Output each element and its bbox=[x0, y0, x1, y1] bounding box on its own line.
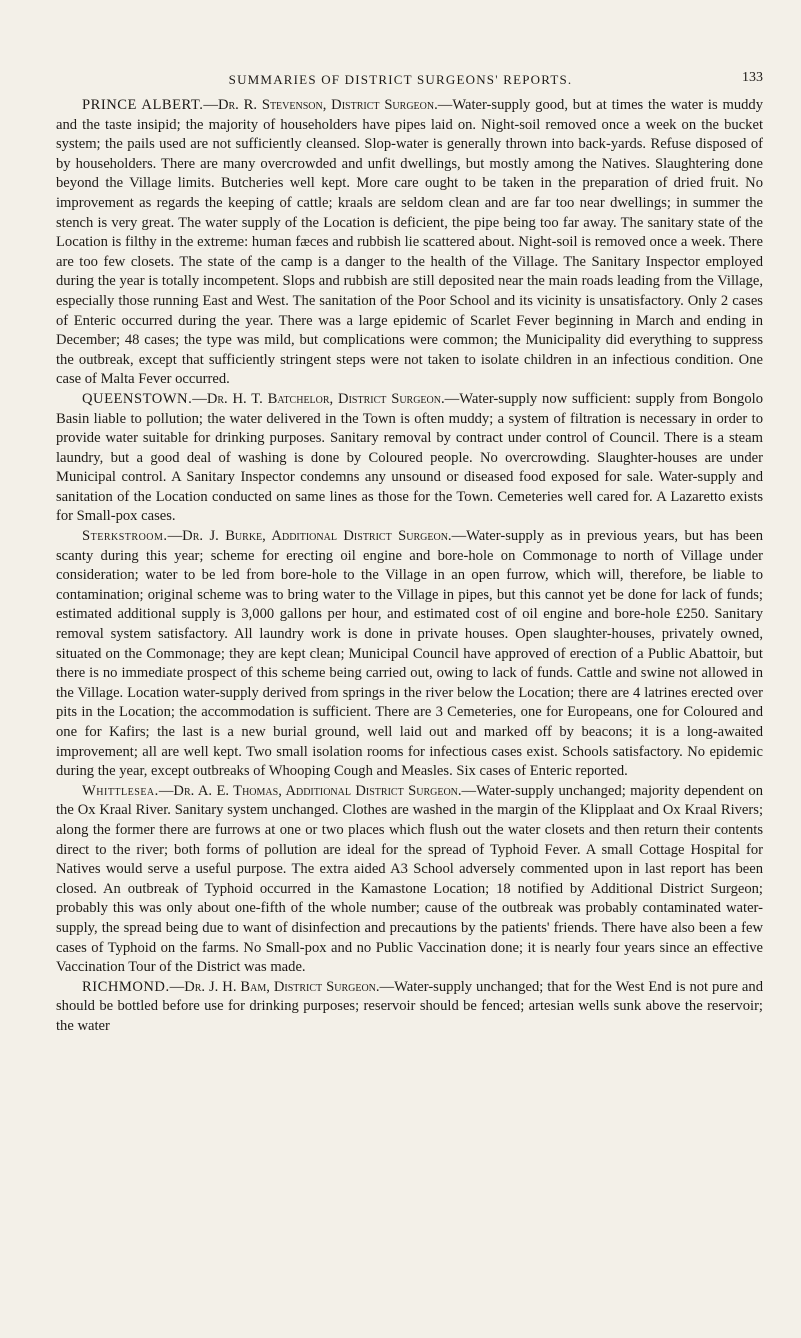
section-surgeon: Dr. H. T. Batchelor, District Surgeon. bbox=[206, 390, 445, 407]
report-body bbox=[56, 96, 763, 1037]
report-section-whittlesea: Whittlesea.—Dr. A. E. Thomas, Additional District Surgeon.—Water-supply unchanged; majority dependent on the Ox Kraal River. Sanitary system unchanged. Clothes are washed in the margin of the Klipplaat and Ox Kraal Rivers; along the former there are furrows at one or two places which flush out the water closets and then return their contents direct to the river; both forms of pollution are ideal for the spread of Typhoid Fever. A small Cottage Hospital for Natives would serve a useful purpose. The extra aided A3 School adversely commented upon in last report has been closed. An outbreak of Typhoid occurred in the Kamastone Location; 18 notified by Additional District Surgeon; probably this was only about one-fifth of the whole number; cause of the outbreak was probably contaminated water-supply, the spread being due to want of disinfection and precautions by the patients' friends. There have also been a few cases of Typhoid on the farms. No Small-pox and no Public Vaccination done; it is nearly four years since an effective Vaccination Tour of the District was made. bbox=[56, 782, 763, 976]
section-surgeon: Dr. R. Stevenson, District Surgeon. bbox=[217, 97, 438, 113]
section-place: Sterkstroom. bbox=[82, 528, 168, 545]
report-section-sterkstroom: Sterkstroom.—Dr. J. Burke, Additional District Surgeon.—Water-supply as in previous years, but has been scanty during this year; scheme for erecting oil engine and bore-hole on Commonage to north of Village under consideration; water to be led from bore-hole to the Village in an open furrow, which will, therefore, be liable to contamination; original scheme was to bring water to the Village in pipes, but this cannot yet be done for lack of funds; estimated additional supply is 3,000 gallons per hour, and estimated cost of oil engine and bore-hole £250. Sanitary removal system satisfactory. All laundry work is done in private houses. Open slaughter-houses, privately owned, situated on the Commonage; they are kept clean; Municipal Council have approved of erection of a Public Abattoir, but there is no immediate prospect of this scheme being carried out, owing to lack of funds. Cattle and swine not allowed in the Village. Location water-supply derived from springs in the river below the Location; there are 4 latrines erected over pits in the Location; the accommodation is sufficient. There are 3 Cemeteries, one for Europeans, one for Coloured and one for Kafirs; the last is a new burial ground, well laid out and marked off by beacons; it is a long-awaited improvement; all are well kept. Two small isolation rooms for infectious cases exist. Schools satisfactory. No epidemic during the year, except outbreaks of Whooping Cough and Measles. Six cases of Enteric reported. bbox=[56, 528, 764, 780]
section-place: RICHMOND. bbox=[82, 978, 170, 995]
report-section-prince-albert: PRINCE ALBERT.—Dr. R. Stevenson, District Surgeon.—Water-supply good, but at times the water is muddy and the taste insipid; the majority of householders have pipes laid on. Night-soil removed once a week on the bucket system; the pails used are not sufficiently cleansed. Slop-water is generally thrown into back-yards. Refuse disposed of by householders. There are many overcrowded and unfit dwellings, but mostly among the Natives. Slaughtering done beyond the Village limits. Butcheries well kept. More care ought to be taken in the preparation of dried fruit. No improvement as regards the keeping of cattle; kraals are seldom clean and are far too near dwellings; in summer the stench is very great. The water supply of the Location is deficient, the pipe being too far away. The sanitary state of the Location is filthy in the extreme: human fæces and rubbish lie scattered about. Night-soil is removed once a week. There are too few closets. The state of the camp is a danger to the health of the Village. The Sanitary Inspector employed during the year is totally incompetent. Slops and rubbish are still deposited near the main roads leading from the Village, especially those running East and West. The sanitation of the Poor School and its vicinity is unsatisfactory. Only 2 cases of Enteric occurred during the year. There was a large epidemic of Scarlet Fever beginning in March and ending in December; 48 cases; the type was mild, but complications were common; the Municipality did everything to suppress the outbreak, except that sufficiently stringent steps were not taken to isolate children in an infectious condition. One case of Malta Fever occurred. bbox=[56, 97, 764, 388]
section-place: QUEENSTOWN. bbox=[82, 390, 193, 407]
page-number: 133 bbox=[742, 70, 763, 85]
section-surgeon: Dr. J. H. Bam, District Surgeon. bbox=[184, 978, 380, 995]
section-place: Whittlesea. bbox=[82, 782, 159, 799]
running-title: SUMMARIES OF DISTRICT SURGEONS' REPORTS. bbox=[228, 72, 573, 87]
section-text: Water-supply unchanged; majority dependent on the Ox Kraal River. Sanitary system unchanged. Clothes are washed in the margin of the Klipplaat and Ox Kraal Rivers; along the former there are furrows at one or two places which flush out the water closets and then return their contents direct to the river; both forms of pollution are ideal for the spread of Typhoid Fever. A small Cottage Hospital for Natives would serve a useful purpose. The extra aided A3 School adversely commented upon in last report has been closed. An outbreak of Typhoid occurred in the Kamastone Location; 18 notified by Additional District Surgeon; probably this was only about one-fifth of the whole number; cause of the outbreak was probably contaminated water-supply, the spread being due to want of disinfection and precautions by the patients' friends. There have also been a few cases of Typhoid on the farms. No Small-pox and no Public Vaccination done; it is nearly four years since an effective Vaccination Tour of the District was made. bbox=[56, 782, 763, 976]
report-section-queenstown: QUEENSTOWN.—Dr. H. T. Batchelor, District Surgeon.—Water-supply now sufficient: supply from Bongolo Basin liable to pollution; the water delivered in the Town is often muddy; a system of filtration is necessary in order to provide water suitable for drinking purposes. Sanitary removal by contract under control of Council. There is a steam laundry, but a good deal of washing is done by Coloured people. No overcrowding. Slaughter-houses are under Municipal control. A Sanitary Inspector condemns any unsound or diseased food exposed for sale. Water-supply and sanitation of the Location conducted on same lines as those for the Town. Cemeteries well cared for. A Lazaretto exists for Small-pox cases. bbox=[56, 390, 763, 525]
section-surgeon: Dr. A. E. Thomas, Additional District Surgeon. bbox=[173, 782, 462, 799]
section-text: Water-supply now sufficient: supply from Bongolo Basin liable to pollution; the water delivered in the Town is often muddy; a system of filtration is necessary in order to provide water suitable for drinking purposes. Sanitary removal by contract under control of Council. There is a steam laundry, but a good deal of washing is done by Coloured people. No overcrowding. Slaughter-houses are under Municipal control. A Sanitary Inspector condemns any unsound or diseased food exposed for sale. Water-supply and sanitation of the Location conducted on same lines as those for the Town. Cemeteries well cared for. A Lazaretto exists for Small-pox cases. bbox=[56, 390, 763, 525]
section-surgeon: Dr. J. Burke, Additional District Surgeon. bbox=[182, 528, 452, 545]
report-section-richmond: RICHMOND.—Dr. J. H. Bam, District Surgeon.—Water-supply unchanged; that for the West End is not pure and should be bottled before use for drinking purposes; reservoir should be fenced; artesian wells sunk above the reservoir; the water bbox=[56, 978, 763, 1034]
section-text: Water-supply good, but at times the water is muddy and the taste insipid; the majority of householders have pipes laid on. Night-soil removed once a week on the bucket system; the pails used are not sufficiently cleansed. Slop-water is generally thrown into back-yards. Refuse disposed of by householders. There are many overcrowded and unfit dwellings, but mostly among the Natives. Slaughtering done beyond the Village limits. Butcheries well kept. More care ought to be taken in the preparation of dried fruit. No improvement as regards the keeping of cattle; kraals are seldom clean and are far too near dwellings; in summer the stench is very great. The water supply of the Location is deficient, the pipe being too far away. The sanitary state of the Location is filthy in the extreme: human fæces and rubbish lie scattered about. Night-soil is removed once a week. There are too few closets. The state of the camp is a danger to the health of the Village. The Sanitary Inspector employed during the year is totally incompetent. Slops and rubbish are still deposited near the main roads leading from the Village, especially those running East and West. The sanitation of the Poor School and its vicinity is unsatisfactory. Only 2 cases of Enteric occurred during the year. There was a large epidemic of Scarlet Fever beginning in March and ending in December; 48 cases; the type was mild, but complications were common; the Municipality did everything to suppress the outbreak, except that sufficiently stringent steps were not taken to isolate children in an infectious condition. One case of Malta Fever occurred. bbox=[56, 97, 764, 388]
section-text: Water-supply as in previous years, but has been scanty during this year; scheme for erecting oil engine and bore-hole on Commonage to north of Village under consideration; water to be led from bore-hole to the Village in an open furrow, which will, therefore, be liable to contamination; original scheme was to bring water to the Village in pipes, but this cannot yet be done for lack of funds; estimated additional supply is 3,000 gallons per hour, and estimated cost of oil engine and bore-hole £250. Sanitary removal system satisfactory. All laundry work is done in private houses. Open slaughter-houses, privately owned, situated on the Commonage; they are kept clean; Municipal Council have approved of erection of a Public Abattoir, but there is no immediate prospect of this scheme being carried out, owing to lack of funds. Cattle and swine not allowed in the Village. Location water-supply derived from springs in the river below the Location; there are 4 latrines erected over pits in the Location; the accommodation is sufficient. There are 3 Cemeteries, one for Europeans, one for Coloured and one for Kafirs; the last is a new burial ground, well laid out and marked off by beacons; it is a long-awaited improvement; all are well kept. Two small isolation rooms for infectious cases exist. Schools satisfactory. No epidemic during the year, except outbreaks of Whooping Cough and Measles. Six cases of Enteric reported. bbox=[56, 528, 764, 780]
section-text: Water-supply unchanged; that for the West End is not pure and should be bottled before use for drinking purposes; reservoir should be fenced; artesian wells sunk above the reservoir; the water bbox=[56, 978, 763, 1034]
section-place: PRINCE ALBERT. bbox=[82, 97, 204, 113]
